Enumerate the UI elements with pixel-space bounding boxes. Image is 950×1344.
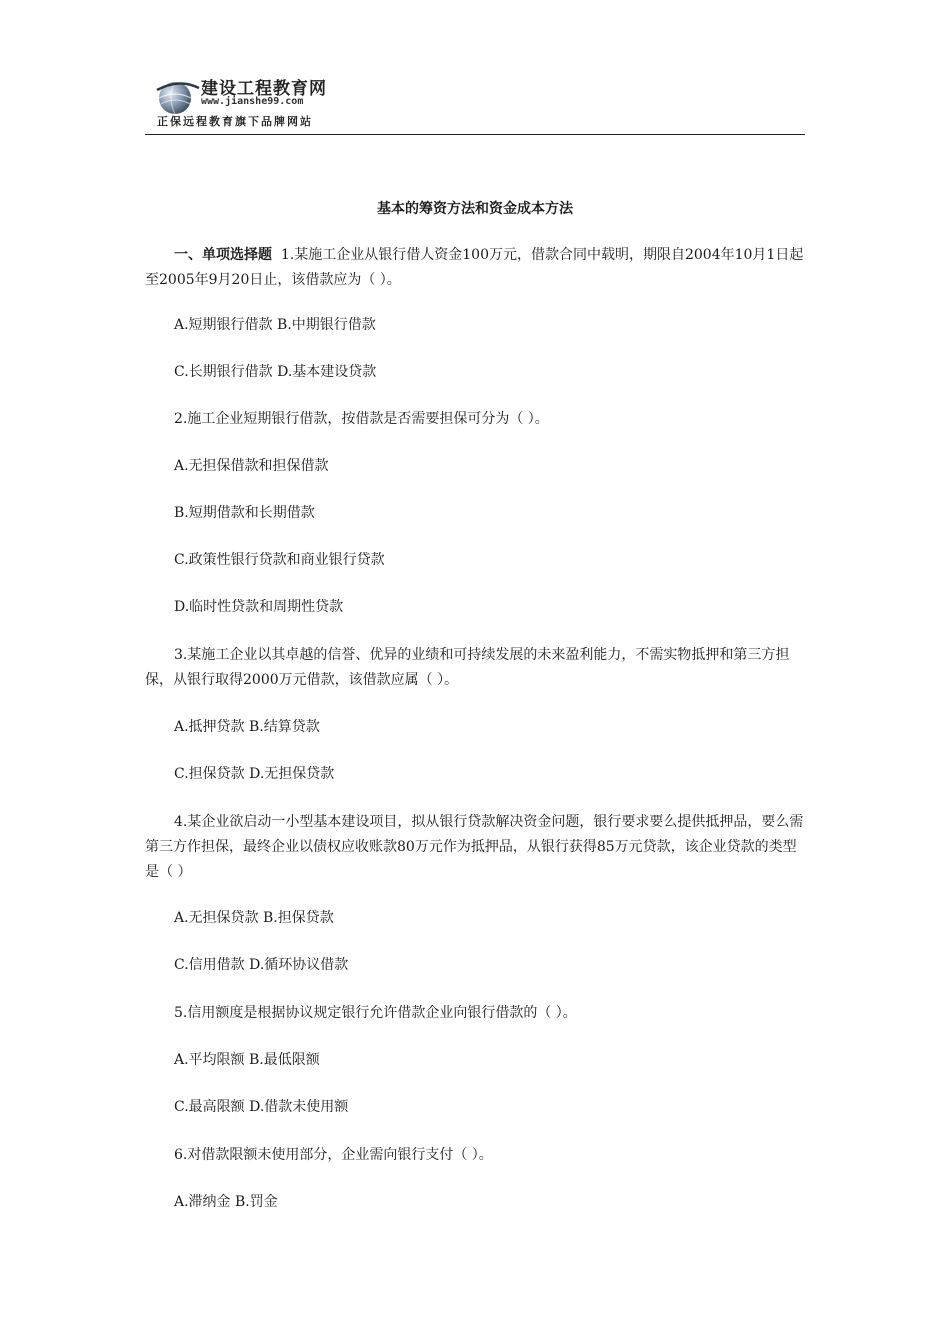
question-3-options-cd: C.担保贷款 D.无担保贷款 xyxy=(174,766,335,782)
question-1 xyxy=(145,243,805,293)
site-url: www.jianshe99.com xyxy=(201,96,304,107)
section-label: 一、单项选择题 xyxy=(174,247,272,263)
question-2-option-c: C.政策性银行贷款和商业银行贷款 xyxy=(174,552,385,568)
question-1-text: 1.某施工企业从银行借人资金100万元，借款合同中载明，期限自2004年10月1日起至2005年9月20日止，该借款应为（ ）。 xyxy=(145,247,804,288)
question-5: 5.信用额度是根据协议规定银行允许借款企业向银行借款的（ ）。 xyxy=(174,1005,577,1021)
question-1-options-ab: A.短期银行借款 B.中期银行借款 xyxy=(174,317,376,333)
site-name: 建设工程教育网 xyxy=(201,79,327,99)
question-6: 6.对借款限额未使用部分，企业需向银行支付（ ）。 xyxy=(174,1147,493,1163)
question-6-options-ab: A.滞纳金 B.罚金 xyxy=(174,1194,278,1210)
question-2-option-a: A.无担保借款和担保借款 xyxy=(174,458,329,474)
question-1-options-cd: C.长期银行借款 D.基本建设贷款 xyxy=(174,364,377,380)
document-title: 基本的筹资方法和资金成本方法 xyxy=(377,201,573,217)
question-4-options-ab: A.无担保贷款 B.担保贷款 xyxy=(174,910,334,926)
globe-logo-icon xyxy=(155,76,201,116)
question-3-options-ab: A.抵押贷款 B.结算贷款 xyxy=(174,719,320,735)
site-tagline: 正保远程教育旗下品牌网站 xyxy=(157,115,313,128)
question-5-options-cd: C.最高限额 D.借款未使用额 xyxy=(174,1099,349,1115)
question-4-options-cd: C.信用借款 D.循环协议借款 xyxy=(174,957,349,973)
page-header xyxy=(145,70,805,135)
question-2-option-d: D.临时性贷款和周期性贷款 xyxy=(174,599,344,615)
question-5-options-ab: A.平均限额 B.最低限额 xyxy=(174,1052,320,1068)
question-2: 2.施工企业短期银行借款，按借款是否需要担保可分为（ ）。 xyxy=(174,411,549,427)
question-3: 3.某施工企业以其卓越的信誉、优异的业绩和可持续发展的未来盈利能力，不需实物抵押和第三方担保，从银行取得2000万元借款，该借款应属（ ）。 xyxy=(145,647,790,688)
question-2-option-b: B.短期借款和长期借款 xyxy=(174,505,315,521)
question-4: 4.某企业欲启动一小型基本建设项目，拟从银行贷款解决资金问题，银行要求要么提供抵押品，要么需第三方作担保，最终企业以债权应收账款80万元作为抵押品，从银行获得85万元贷款，该企业贷款的类型是（ ） xyxy=(145,814,804,880)
